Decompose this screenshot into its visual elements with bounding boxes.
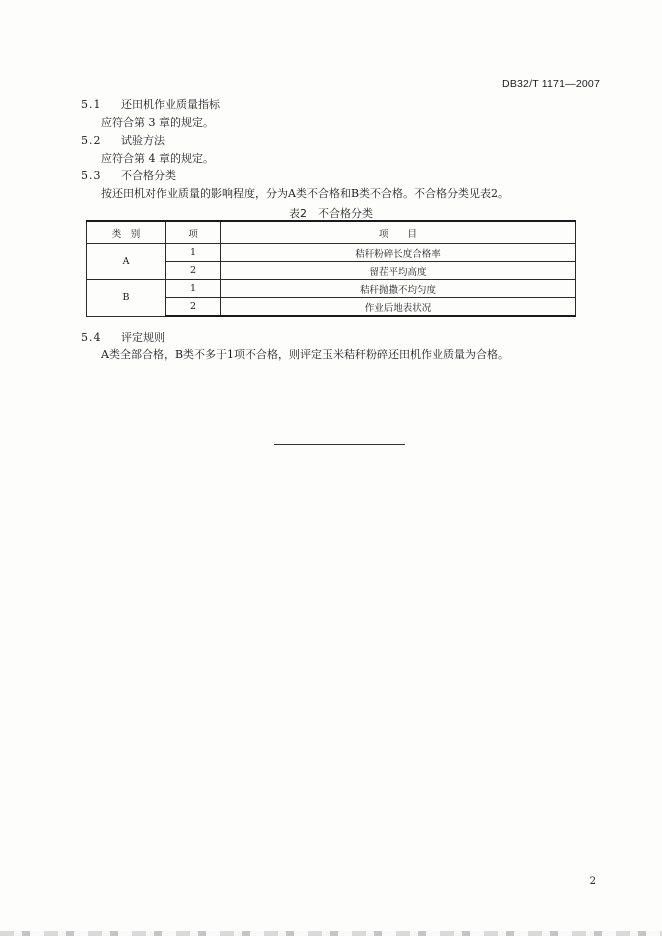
section-title: 试验方法 [121,134,165,147]
header-category: 类 别 [87,221,166,244]
section-number: 5.2 [81,134,102,147]
item-cell: 作业后地表状况 [221,298,576,317]
section-title: 评定规则 [121,331,165,344]
section-number: 5.4 [81,331,102,344]
index-cell: 2 [166,262,221,280]
header-index: 项 [166,221,221,244]
table-caption: 表2 不合格分类 [289,207,373,220]
category-cell: A [87,244,166,280]
table-row [87,244,576,262]
section-title: 不合格分类 [121,169,176,182]
nonconformity-table [86,220,576,317]
item-cell: 秸秆粉碎长度合格率 [221,244,576,262]
table-header-row [87,221,576,244]
section-5-3-heading [81,169,176,183]
scan-edge-artifact [0,931,662,936]
index-cell: 1 [166,244,221,262]
section-title: 还田机作业质量指标 [121,98,220,111]
index-cell: 2 [166,298,221,317]
item-cell: 留茬平均高度 [221,262,576,280]
section-5-4-body: A类全部合格，B类不多于1项不合格，则评定玉米秸秆粉碎还田机作业质量为合格。 [101,348,510,361]
header-item: 项 目 [221,221,576,244]
end-of-document-rule [274,444,405,445]
section-5-4-heading [81,331,165,345]
category-cell: B [87,280,166,317]
section-5-2-heading [81,134,165,148]
standard-code: DB32/T 1171—2007 [502,78,600,90]
section-5-1-body: 应符合第 3 章的规定。 [101,116,214,129]
section-5-1-heading [81,98,220,112]
item-cell: 秸秆抛撒不均匀度 [221,280,576,298]
section-number: 5.1 [81,98,102,111]
section-5-3-body: 按还田机对作业质量的影响程度，分为A类不合格和B类不合格。不合格分类见表2。 [101,187,510,200]
section-number: 5.3 [81,169,102,182]
page-number: 2 [589,876,596,887]
index-cell: 1 [166,280,221,298]
section-5-2-body: 应符合第 4 章的规定。 [101,152,214,165]
table-row [87,280,576,298]
